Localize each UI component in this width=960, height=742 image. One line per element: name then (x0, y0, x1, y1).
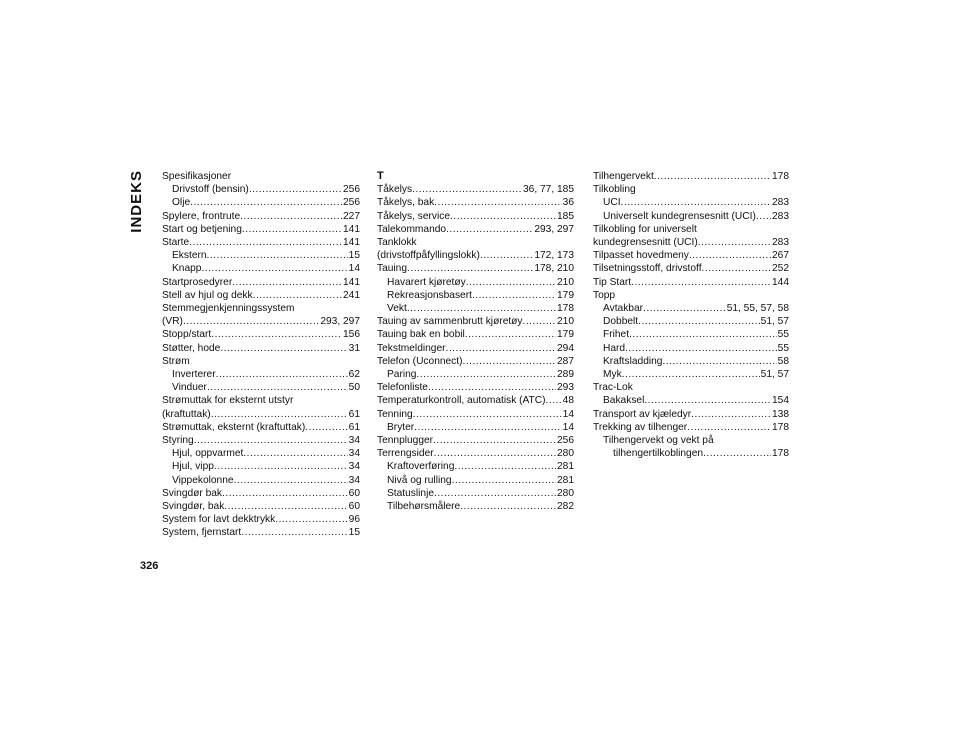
index-page-ref: 34 (348, 474, 360, 486)
index-entry (377, 434, 574, 447)
index-term: Kraftsladding (603, 355, 663, 367)
index-entry (593, 421, 789, 434)
index-entry (593, 447, 789, 460)
index-page-ref: 141 (343, 237, 360, 249)
dot-leader (413, 408, 562, 421)
index-heading: Tilkobling for universelt (593, 223, 697, 235)
index-page-ref: 138 (772, 408, 789, 420)
index-term: Bryter (387, 421, 415, 433)
index-term: Inverterer (172, 369, 216, 381)
dot-leader (523, 315, 556, 328)
dot-leader (621, 196, 771, 209)
dot-leader (480, 249, 533, 262)
dot-leader (472, 289, 556, 302)
dot-leader (466, 276, 556, 289)
index-page-ref: 14 (562, 421, 574, 433)
index-page-ref: 280 (557, 487, 574, 499)
index-entry (377, 368, 574, 381)
index-page-ref: 31 (348, 342, 360, 354)
index-term: Stell av hjul og dekk (162, 289, 253, 301)
index-entry (162, 421, 360, 434)
index-entry (162, 500, 360, 513)
index-entry (593, 302, 789, 315)
index-term: Vinduer (172, 382, 207, 394)
index-term: Stopp/start (162, 329, 212, 341)
section-tab: INDEKS (128, 170, 145, 233)
dot-leader (211, 328, 342, 341)
index-page-ref: 293, 297 (534, 223, 574, 235)
dot-leader (253, 289, 342, 302)
dot-leader (189, 236, 342, 249)
index-page-ref: 178 (557, 303, 574, 315)
index-entry (377, 447, 574, 460)
index-page-ref: 36 (562, 197, 574, 209)
index-page-ref: 61 (348, 421, 360, 433)
index-page-ref: 156 (343, 329, 360, 341)
index-entry (593, 210, 789, 223)
index-page-ref: 256 (343, 197, 360, 209)
index-entry (377, 223, 574, 236)
index-entry (593, 262, 789, 275)
index-page-ref: 283 (772, 210, 789, 222)
index-page-ref: 283 (772, 237, 789, 249)
index-entry (162, 474, 360, 487)
index-entry (377, 394, 574, 407)
page-number: 326 (140, 560, 159, 572)
index-heading: Strømuttak for eksternt utstyr (162, 395, 294, 407)
index-term: Knapp (172, 263, 202, 275)
index-entry (377, 460, 574, 473)
dot-leader (687, 421, 771, 434)
index-entry (162, 408, 360, 421)
index-heading: Trac-Lok (593, 382, 633, 394)
index-term: Svingdør bak (162, 487, 223, 499)
index-entry (162, 223, 360, 236)
index-term: tilhengertilkoblingen (613, 448, 704, 460)
index-page-ref: 15 (348, 250, 360, 262)
index-page-ref: 34 (348, 448, 360, 460)
index-entry (162, 315, 360, 328)
dot-leader (194, 434, 348, 447)
dot-leader (446, 342, 556, 355)
index-page-ref: 179 (557, 329, 574, 341)
index-page-ref: 34 (348, 435, 360, 447)
index-page-ref: 36, 77, 185 (523, 184, 574, 196)
index-term: Tauing av sammenbrutt kjøretøy (377, 316, 523, 328)
index-page-ref: 281 (557, 461, 574, 473)
index-page-ref: 280 (557, 448, 574, 460)
index-term: Ekstern (172, 250, 207, 262)
index-page-ref: 55 (777, 342, 789, 354)
index-term: Tekstmeldinger (377, 342, 446, 354)
index-entry (593, 368, 789, 381)
dot-leader (631, 276, 771, 289)
dot-leader (211, 408, 348, 421)
index-term: Bakaksel (603, 395, 645, 407)
dot-leader (654, 170, 771, 183)
index-term: Tennplugger (377, 435, 434, 447)
index-page-ref: 154 (772, 395, 789, 407)
index-entry (162, 342, 360, 355)
dot-leader (691, 408, 771, 421)
index-page-ref: 51, 57 (760, 369, 789, 381)
index-page-ref: 283 (772, 197, 789, 209)
index-term: Tauing bak en bobil (377, 329, 465, 341)
index-page-ref: 256 (343, 184, 360, 196)
index-page-ref: 179 (557, 289, 574, 301)
index-heading: Topp (593, 289, 616, 301)
index-entry (377, 196, 574, 209)
index-entry (162, 196, 360, 209)
index-letter-heading: T (377, 170, 384, 182)
index-entry (593, 408, 789, 421)
index-page-ref: 60 (348, 487, 360, 499)
index-term: Tilhengervekt (593, 171, 654, 182)
dot-leader (412, 183, 522, 196)
index-term: Trekking av tilhenger (593, 421, 688, 433)
index-entry (377, 500, 574, 513)
index-term: Styring (162, 435, 194, 447)
dot-leader (662, 355, 776, 368)
index-term: Paring (387, 369, 417, 381)
index-entry (593, 394, 789, 407)
index-term: Olje (172, 197, 191, 209)
index-page-ref: 51, 55, 57, 58 (726, 303, 789, 315)
index-page-ref: 51, 57 (760, 316, 789, 328)
dot-leader (220, 342, 347, 355)
dot-leader (452, 474, 556, 487)
index-term: Spylere, frontrute (162, 210, 241, 222)
index-term: Myk (603, 369, 622, 381)
dot-leader (241, 526, 347, 539)
index-term: Vippekolonne (172, 474, 234, 486)
index-term: kundegrensesnitt (UCI) (593, 237, 698, 249)
dot-leader (622, 368, 760, 381)
dot-leader (305, 421, 347, 434)
index-entry (162, 262, 360, 275)
index-term: Statuslinje (387, 487, 435, 499)
index-term: Temperaturkontroll, automatisk (ATC) (377, 395, 546, 407)
index-page-ref: 281 (557, 474, 574, 486)
index-term: Universelt kundegrensesnitt (UCI) (603, 210, 756, 222)
index-entry (593, 328, 789, 341)
index-page-ref: 178 (772, 421, 789, 433)
index-entry (377, 408, 574, 421)
index-term: Starte (162, 237, 190, 249)
index-page-ref: 241 (343, 289, 360, 301)
index-entry (377, 276, 574, 289)
dot-leader (434, 196, 561, 209)
index-term: Støtter, hode (162, 342, 221, 354)
index-entry (593, 276, 789, 289)
index-term: Strømuttak, eksternt (kraftuttak) (162, 421, 306, 433)
index-term: Drivstoff (bensin) (172, 184, 249, 196)
dot-leader (207, 381, 348, 394)
index-page-ref: 14 (348, 263, 360, 275)
index-heading: Tilkobling (593, 184, 636, 196)
index-entry (162, 249, 360, 262)
index-entry (377, 289, 574, 302)
dot-leader (222, 487, 348, 500)
index-page-ref: 55 (777, 329, 789, 341)
dot-leader (232, 276, 342, 289)
index-entry (377, 315, 574, 328)
index-page-ref: 210 (557, 316, 574, 328)
index-entry (162, 183, 360, 196)
index-page-ref: 178 (772, 448, 789, 460)
index-page-ref: 58 (777, 355, 789, 367)
dot-leader (689, 249, 771, 262)
index-term: Tenning (377, 408, 413, 420)
index-term: Nivå og rulling (387, 474, 452, 486)
index-term: Svingdør, bak (162, 501, 225, 513)
index-entry (162, 210, 360, 223)
index-term: Vekt (387, 303, 407, 315)
index-page-ref: 61 (348, 408, 360, 420)
index-entry (162, 487, 360, 500)
index-page-ref: 289 (557, 369, 574, 381)
dot-leader (463, 355, 556, 368)
index-page-ref: 178, 210 (534, 263, 574, 275)
dot-leader (414, 421, 561, 434)
index-entry (377, 381, 574, 394)
index-term: Avtakbar (603, 303, 644, 315)
index-term: Hard (603, 342, 626, 354)
index-entry (593, 315, 789, 328)
dot-leader (234, 474, 348, 487)
index-page-ref: 294 (557, 342, 574, 354)
index-term: System, fjernstart (162, 527, 242, 539)
dot-leader (698, 236, 771, 249)
index-entry (162, 381, 360, 394)
index-entry (593, 355, 789, 368)
index-heading: Stemmegjenkjenningssystem (162, 303, 295, 315)
dot-leader (216, 368, 348, 381)
index-term: Frihet (603, 329, 630, 341)
index-page-ref: 287 (557, 355, 574, 367)
index-term: Tåkelys (377, 184, 413, 196)
index-term: Dobbelt (603, 316, 639, 328)
dot-leader (756, 210, 771, 223)
index-term: Terrengsider (377, 448, 434, 460)
index-page-ref: 252 (772, 263, 789, 275)
index-page-ref: 60 (348, 501, 360, 513)
index-page-ref: 96 (348, 514, 360, 526)
index-entry (162, 289, 360, 302)
index-term: (VR) (162, 316, 183, 328)
index-page-ref: 293, 297 (320, 316, 360, 328)
index-entry (593, 249, 789, 262)
index-page-ref: 15 (348, 527, 360, 539)
index-entry (377, 474, 574, 487)
index-page-ref: 144 (772, 276, 789, 288)
index-entry (377, 328, 574, 341)
index-entry (162, 526, 360, 539)
index-page-ref: 185 (557, 210, 574, 222)
index-term: Start og betjening (162, 223, 242, 235)
index-page-ref: 62 (348, 369, 360, 381)
index-entry (162, 368, 360, 381)
index-entry (593, 170, 789, 183)
index-entry (162, 447, 360, 460)
index-term: Tauing (377, 263, 408, 275)
index-entry (593, 236, 789, 249)
index-heading: Strøm (162, 355, 190, 367)
index-term: Hjul, oppvarmet (172, 448, 244, 460)
dot-leader (190, 196, 342, 209)
dot-leader (465, 328, 556, 341)
dot-leader (434, 447, 556, 460)
index-term: Tåkelys, service (377, 210, 451, 222)
index-term: Kraftoverføring (387, 461, 455, 473)
dot-leader (214, 460, 348, 473)
index-term: Havarert kjøretøy (387, 276, 466, 288)
index-page-ref: 210 (557, 276, 574, 288)
index-page-ref: 34 (348, 461, 360, 473)
index-term: Startprosedyrer (162, 276, 233, 288)
index-term: Tilsetningsstoff, drivstoff (593, 263, 702, 275)
dot-leader (243, 447, 347, 460)
index-page-ref: 282 (557, 501, 574, 513)
dot-leader (546, 394, 562, 407)
index-page-ref: 172, 173 (534, 250, 574, 262)
index-page-ref: 141 (343, 276, 360, 288)
dot-leader (240, 210, 342, 223)
index-column-2 (377, 170, 574, 513)
index-page-ref: 48 (562, 395, 574, 407)
index-entry (162, 236, 360, 249)
index-entry (377, 302, 574, 315)
dot-leader (644, 394, 771, 407)
index-entry (593, 196, 789, 209)
index-entry (377, 487, 574, 500)
index-entry (377, 421, 574, 434)
dot-leader (446, 223, 533, 236)
index-entry (377, 355, 574, 368)
index-term: System for lavt dekktrykk (162, 514, 276, 526)
dot-leader (454, 460, 556, 473)
index-page-ref: 50 (348, 382, 360, 394)
index-term: Talekommando (377, 223, 447, 235)
index-entry (162, 513, 360, 526)
index-entry (377, 249, 574, 262)
dot-leader (629, 328, 777, 341)
index-entry (377, 342, 574, 355)
dot-leader (207, 249, 348, 262)
dot-leader (450, 210, 556, 223)
dot-leader (183, 315, 319, 328)
dot-leader (643, 302, 726, 315)
index-entry (377, 262, 574, 275)
dot-leader (224, 500, 347, 513)
index-entry (377, 183, 574, 196)
index-page-ref: 256 (557, 435, 574, 447)
index-term: Tåkelys, bak (377, 197, 435, 209)
index-page-ref: 14 (562, 408, 574, 420)
index-entry (377, 210, 574, 223)
index-page-ref: 141 (343, 223, 360, 235)
index-entry (593, 342, 789, 355)
index-term: (drivstoffpåfyllingslokk) (377, 250, 480, 262)
dot-leader (407, 302, 556, 315)
index-entry (162, 460, 360, 473)
index-entry (162, 328, 360, 341)
dot-leader (275, 513, 347, 526)
index-column-3 (593, 170, 789, 460)
index-term: Tilpasset hovedmeny (593, 250, 689, 262)
dot-leader (249, 183, 342, 196)
index-term: Rekreasjonsbasert (387, 289, 472, 301)
index-heading: Spesifikasjoner (162, 171, 232, 182)
dot-leader (703, 447, 771, 460)
dot-leader (638, 315, 760, 328)
index-term: Telefon (Uconnect) (377, 355, 463, 367)
dot-leader (242, 223, 342, 236)
index-entry (162, 276, 360, 289)
index-term: Transport av kjæledyr (593, 408, 692, 420)
dot-leader (460, 500, 556, 513)
index-page-ref: 293 (557, 382, 574, 394)
dot-leader (702, 262, 771, 275)
index-heading: Tilhengervekt og vekt på (603, 435, 714, 447)
dot-leader (428, 381, 556, 394)
index-entry (162, 434, 360, 447)
index-page-ref: 227 (343, 210, 360, 222)
index-page-ref: 267 (772, 250, 789, 262)
index-term: Hjul, vipp (172, 461, 214, 473)
dot-leader (434, 487, 556, 500)
index-page-ref: 178 (772, 171, 789, 182)
index-term: Telefonliste (377, 382, 428, 394)
index-term: Tilbehørsmålere (387, 501, 461, 513)
dot-leader (433, 434, 556, 447)
index-column-1 (162, 170, 360, 540)
dot-leader (416, 368, 556, 381)
index-term: Tip Start (593, 276, 632, 288)
dot-leader (407, 262, 533, 275)
index-term: UCI (603, 197, 621, 209)
index-heading: Tanklokk (377, 237, 417, 249)
dot-leader (625, 342, 777, 355)
index-term: (kraftuttak) (162, 408, 211, 420)
dot-leader (201, 262, 347, 275)
